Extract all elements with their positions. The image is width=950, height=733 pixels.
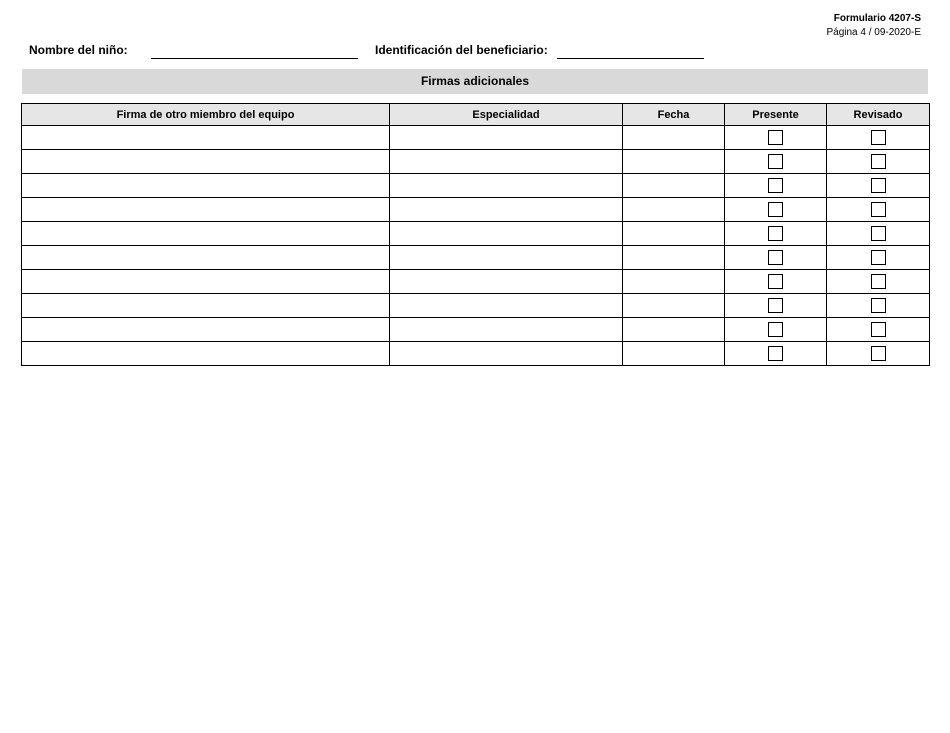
reviewed-cell [827, 174, 930, 198]
table-row [22, 198, 930, 222]
specialty-cell[interactable] [390, 222, 623, 246]
specialty-cell[interactable] [390, 270, 623, 294]
table-header-row [22, 104, 930, 126]
reviewed-checkbox[interactable] [871, 322, 886, 337]
column-header-date: Fecha [623, 104, 725, 126]
table-row [22, 150, 930, 174]
present-cell [725, 150, 827, 174]
child-name-label: Nombre del niño: [29, 43, 128, 57]
signature-cell[interactable] [22, 126, 390, 150]
reviewed-cell [827, 294, 930, 318]
present-cell [725, 246, 827, 270]
reviewed-checkbox[interactable] [871, 130, 886, 145]
signature-cell[interactable] [22, 294, 390, 318]
present-cell [725, 318, 827, 342]
reviewed-checkbox[interactable] [871, 298, 886, 313]
specialty-cell[interactable] [390, 174, 623, 198]
reviewed-checkbox[interactable] [871, 202, 886, 217]
reviewed-checkbox[interactable] [871, 274, 886, 289]
table-row [22, 318, 930, 342]
reviewed-cell [827, 126, 930, 150]
signature-cell[interactable] [22, 270, 390, 294]
present-cell [725, 222, 827, 246]
reviewed-cell [827, 318, 930, 342]
date-cell[interactable] [623, 246, 725, 270]
reviewed-cell [827, 270, 930, 294]
table-row [22, 294, 930, 318]
specialty-cell[interactable] [390, 198, 623, 222]
present-checkbox[interactable] [768, 154, 783, 169]
date-cell[interactable] [623, 150, 725, 174]
present-checkbox[interactable] [768, 178, 783, 193]
date-cell[interactable] [623, 126, 725, 150]
reviewed-checkbox[interactable] [871, 178, 886, 193]
reviewed-cell [827, 246, 930, 270]
signature-cell[interactable] [22, 318, 390, 342]
present-checkbox[interactable] [768, 226, 783, 241]
page-info: Página 4 / 09-2020-E [826, 27, 921, 38]
present-cell [725, 198, 827, 222]
column-header-signature: Firma de otro miembro del equipo [22, 104, 390, 126]
beneficiary-id-field[interactable] [557, 58, 704, 59]
signature-cell[interactable] [22, 222, 390, 246]
specialty-cell[interactable] [390, 294, 623, 318]
signatures-table [21, 103, 930, 366]
date-cell[interactable] [623, 222, 725, 246]
date-cell[interactable] [623, 174, 725, 198]
table-body [22, 126, 930, 366]
signature-cell[interactable] [22, 174, 390, 198]
table-row [22, 342, 930, 366]
present-cell [725, 174, 827, 198]
date-cell[interactable] [623, 342, 725, 366]
specialty-cell[interactable] [390, 126, 623, 150]
reviewed-cell [827, 342, 930, 366]
present-checkbox[interactable] [768, 346, 783, 361]
reviewed-checkbox[interactable] [871, 226, 886, 241]
present-checkbox[interactable] [768, 250, 783, 265]
specialty-cell[interactable] [390, 150, 623, 174]
column-header-present: Presente [725, 104, 827, 126]
present-cell [725, 294, 827, 318]
signature-cell[interactable] [22, 342, 390, 366]
present-checkbox[interactable] [768, 298, 783, 313]
reviewed-checkbox[interactable] [871, 154, 886, 169]
date-cell[interactable] [623, 270, 725, 294]
child-name-field[interactable] [151, 58, 358, 59]
date-cell[interactable] [623, 294, 725, 318]
specialty-cell[interactable] [390, 342, 623, 366]
table-row [22, 270, 930, 294]
table-row [22, 222, 930, 246]
signature-cell[interactable] [22, 150, 390, 174]
present-checkbox[interactable] [768, 130, 783, 145]
reviewed-checkbox[interactable] [871, 250, 886, 265]
table-row [22, 126, 930, 150]
present-checkbox[interactable] [768, 322, 783, 337]
specialty-cell[interactable] [390, 246, 623, 270]
reviewed-cell [827, 198, 930, 222]
beneficiary-id-label: Identificación del beneficiario: [375, 43, 548, 57]
present-cell [725, 342, 827, 366]
date-cell[interactable] [623, 318, 725, 342]
table-row [22, 246, 930, 270]
date-cell[interactable] [623, 198, 725, 222]
present-cell [725, 270, 827, 294]
column-header-specialty: Especialidad [390, 104, 623, 126]
reviewed-checkbox[interactable] [871, 346, 886, 361]
reviewed-cell [827, 150, 930, 174]
signature-cell[interactable] [22, 246, 390, 270]
reviewed-cell [827, 222, 930, 246]
present-cell [725, 126, 827, 150]
section-title: Firmas adicionales [22, 69, 928, 94]
signature-cell[interactable] [22, 198, 390, 222]
present-checkbox[interactable] [768, 202, 783, 217]
present-checkbox[interactable] [768, 274, 783, 289]
form-number: Formulario 4207-S [833, 13, 921, 24]
specialty-cell[interactable] [390, 318, 623, 342]
column-header-reviewed: Revisado [827, 104, 930, 126]
table-row [22, 174, 930, 198]
